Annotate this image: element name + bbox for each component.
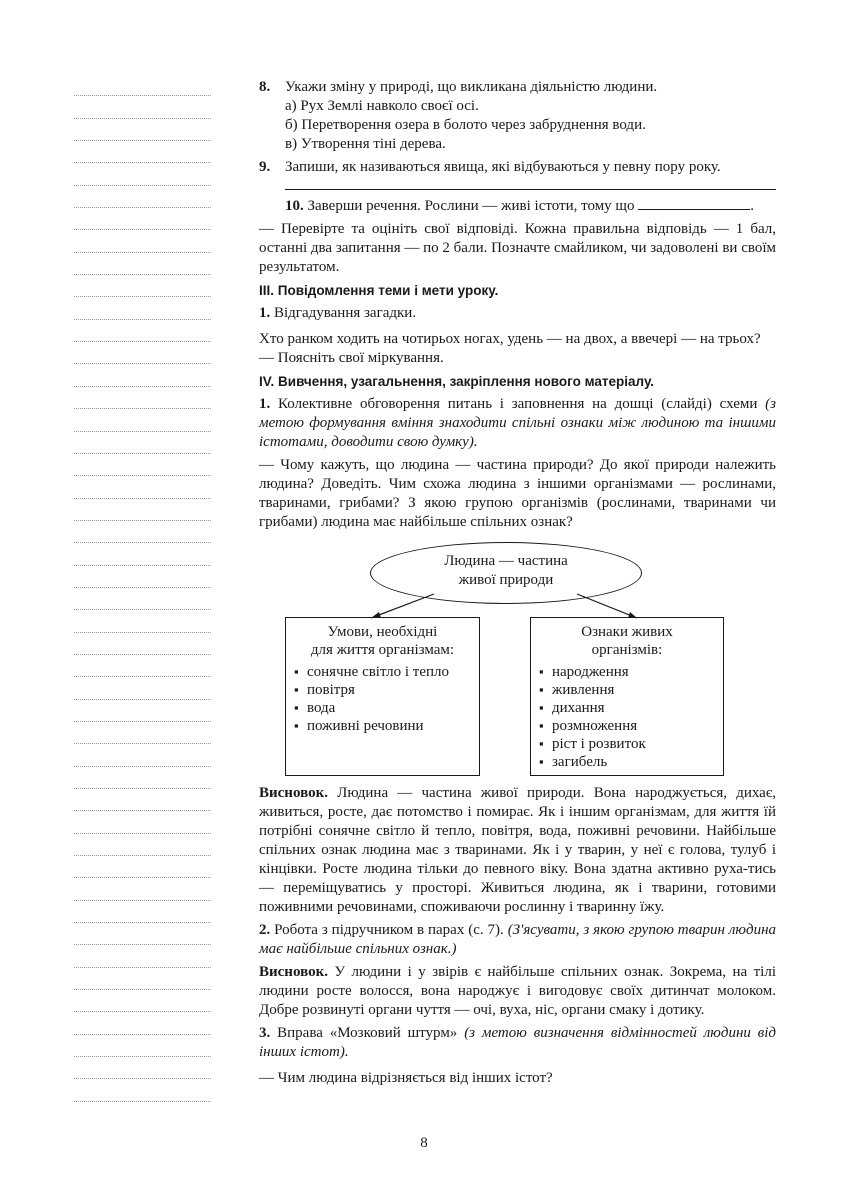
- item-number: 2.: [259, 922, 271, 938]
- question-text: Заверши речення. Рослини — живі істоти, тому що: [307, 198, 635, 214]
- item-number: 1.: [259, 396, 271, 412]
- conclusion-label: Висновок.: [259, 964, 328, 980]
- list-item: ▪ розмноження: [539, 717, 715, 735]
- box-title-line1: Ознаки живих: [581, 624, 673, 640]
- discussion-questions: — Чому кажуть, що людина — частина природи? До якої природи належить людина? Доведіть. Чим схожа людина з іншими організмами — рослинами, тваринами, грибами? З якою групою організмів (рослинами, тваринами чи грибами) людина має найбільше спільних ознак?: [259, 457, 776, 530]
- box-title: [294, 623, 471, 659]
- final-question: — Чим людина відрізняється від інших істот?: [259, 1070, 553, 1086]
- list-item: ▪ повітря: [294, 681, 471, 699]
- section3-item-1: [259, 304, 776, 323]
- list-item: ▪ живлення: [539, 681, 715, 699]
- center-node-line2: живої природи: [458, 572, 554, 588]
- section4-item-1: [259, 395, 776, 452]
- option-a: а) Рух Землі навколо своєї осі.: [285, 98, 479, 114]
- conditions-box: [285, 617, 480, 776]
- question-text: Запиши, як називаються явища, які відбуваються у певну пору року.: [285, 159, 721, 175]
- item-note: (з метою формування вміння знаходити спільні ознаки між людиною та іншими істотами, доводити свою думку).: [259, 396, 777, 450]
- list-item: ▪ дихання: [539, 699, 715, 717]
- list-item: ▪ вода: [294, 699, 471, 717]
- list-item: ▪ народження: [539, 663, 715, 681]
- page-number: 8: [420, 1135, 428, 1151]
- conclusion-text: У людини і у звірів є найбільше спільних ознак. Зокрема, на тілі людини росте волосся, вона народжує і вигодовує своїх дитинчат молоком. Добре розвинуті органи чуття — очі, вуха, ніс, органи смаку і дотику.: [259, 964, 777, 1018]
- item-text: Робота з підручником в парах (с. 7).: [274, 922, 504, 938]
- signs-list: [539, 663, 715, 771]
- item-number: 3.: [259, 1025, 271, 1041]
- riddle-text: Хто ранком ходить на чотирьох ногах, удень — на двох, а ввечері — на трьох?: [259, 331, 761, 347]
- option-c: в) Утворення тіні дерева.: [285, 136, 446, 152]
- item-number: 1.: [259, 305, 271, 321]
- answer-blank: [638, 198, 750, 210]
- list-item: ▪ ріст і розвиток: [539, 735, 715, 753]
- signs-box: [530, 617, 724, 776]
- margin-note-lines: [74, 74, 211, 1102]
- answer-line: [259, 177, 776, 190]
- question-8: [259, 78, 776, 97]
- conclusion-text: Людина — частина живої природи. Вона народжується, дихає, живиться, росте, дає потомство і помирає. Як і іншим організмам, для життя їй потрібні сонячне світло й тепло, повітря, вода, поживні речовини. Найбільше спільних ознак людина має з тваринами. Як і у тварин, у неї є голова, тулуб і кінцівки. Росте людина тільки до певного віку. Вона здатна активно руха-тись — переміщуватись у просторі. Живиться людина, як і тварини, готовими поживними речовинами, споживаючи рослинну і тваринну їжу.: [259, 785, 777, 915]
- conclusion-label: Висновок.: [259, 785, 328, 801]
- center-node-line1: Людина — частина: [444, 553, 568, 569]
- section4-item-2: [259, 921, 776, 959]
- list-item: ▪ сонячне світло і тепло: [294, 663, 471, 681]
- item-text: Відгадування загадки.: [274, 305, 417, 321]
- scheme-diagram: [259, 542, 776, 777]
- question-text: Укажи зміну у природі, що викликана діяльністю людини.: [285, 79, 658, 95]
- item-note: (з метою визначення відмінностей людини від інших істот).: [259, 1025, 777, 1060]
- section-heading-3: III. Повідомлення теми і мети уроку.: [259, 283, 499, 298]
- conclusion-2: [259, 963, 776, 1020]
- item-text: Колективне обговорення питань і заповнення на дошці (слайді) схеми: [278, 396, 758, 412]
- list-item: ▪ поживні речовини: [294, 717, 471, 735]
- box-title: [539, 623, 715, 659]
- question-9: [259, 158, 776, 177]
- box-title-line1: Умови, необхідні: [327, 624, 438, 640]
- self-check-instruction: — Перевірте та оцініть свої відповіді. Кожна правильна відповідь — 1 бал, останні два запитання — по 2 бали. Позначте смайликом, чи задоволені ви своїм результатом.: [259, 221, 776, 275]
- section4-item-3: [259, 1024, 776, 1062]
- item-note: (З'ясувати, з якою групою тварин людина має найбільше спільних ознак.): [259, 922, 777, 957]
- question-number: 9.: [259, 159, 271, 175]
- option-b: б) Перетворення озера в болото через забруднення води.: [285, 117, 646, 133]
- conditions-list: [294, 663, 471, 735]
- section-heading-4: IV. Вивчення, узагальнення, закріплення нового матеріалу.: [259, 374, 655, 389]
- box-title-line2: для життя організмам:: [310, 642, 455, 658]
- question-10: 10. Заверши речення. Рослини — живі істоти, тому що .: [285, 198, 754, 214]
- box-title-line2: організмів:: [591, 642, 663, 658]
- page-content: [259, 78, 776, 1088]
- conclusion-1: [259, 784, 776, 917]
- item-text: Вправа «Мозковий штурм»: [277, 1025, 458, 1041]
- list-item: ▪ загибель: [539, 753, 715, 771]
- question-number: 8.: [259, 79, 271, 95]
- question-number: 10.: [285, 198, 304, 214]
- explain-prompt: — Поясніть свої міркування.: [259, 350, 444, 366]
- center-node: [370, 542, 642, 604]
